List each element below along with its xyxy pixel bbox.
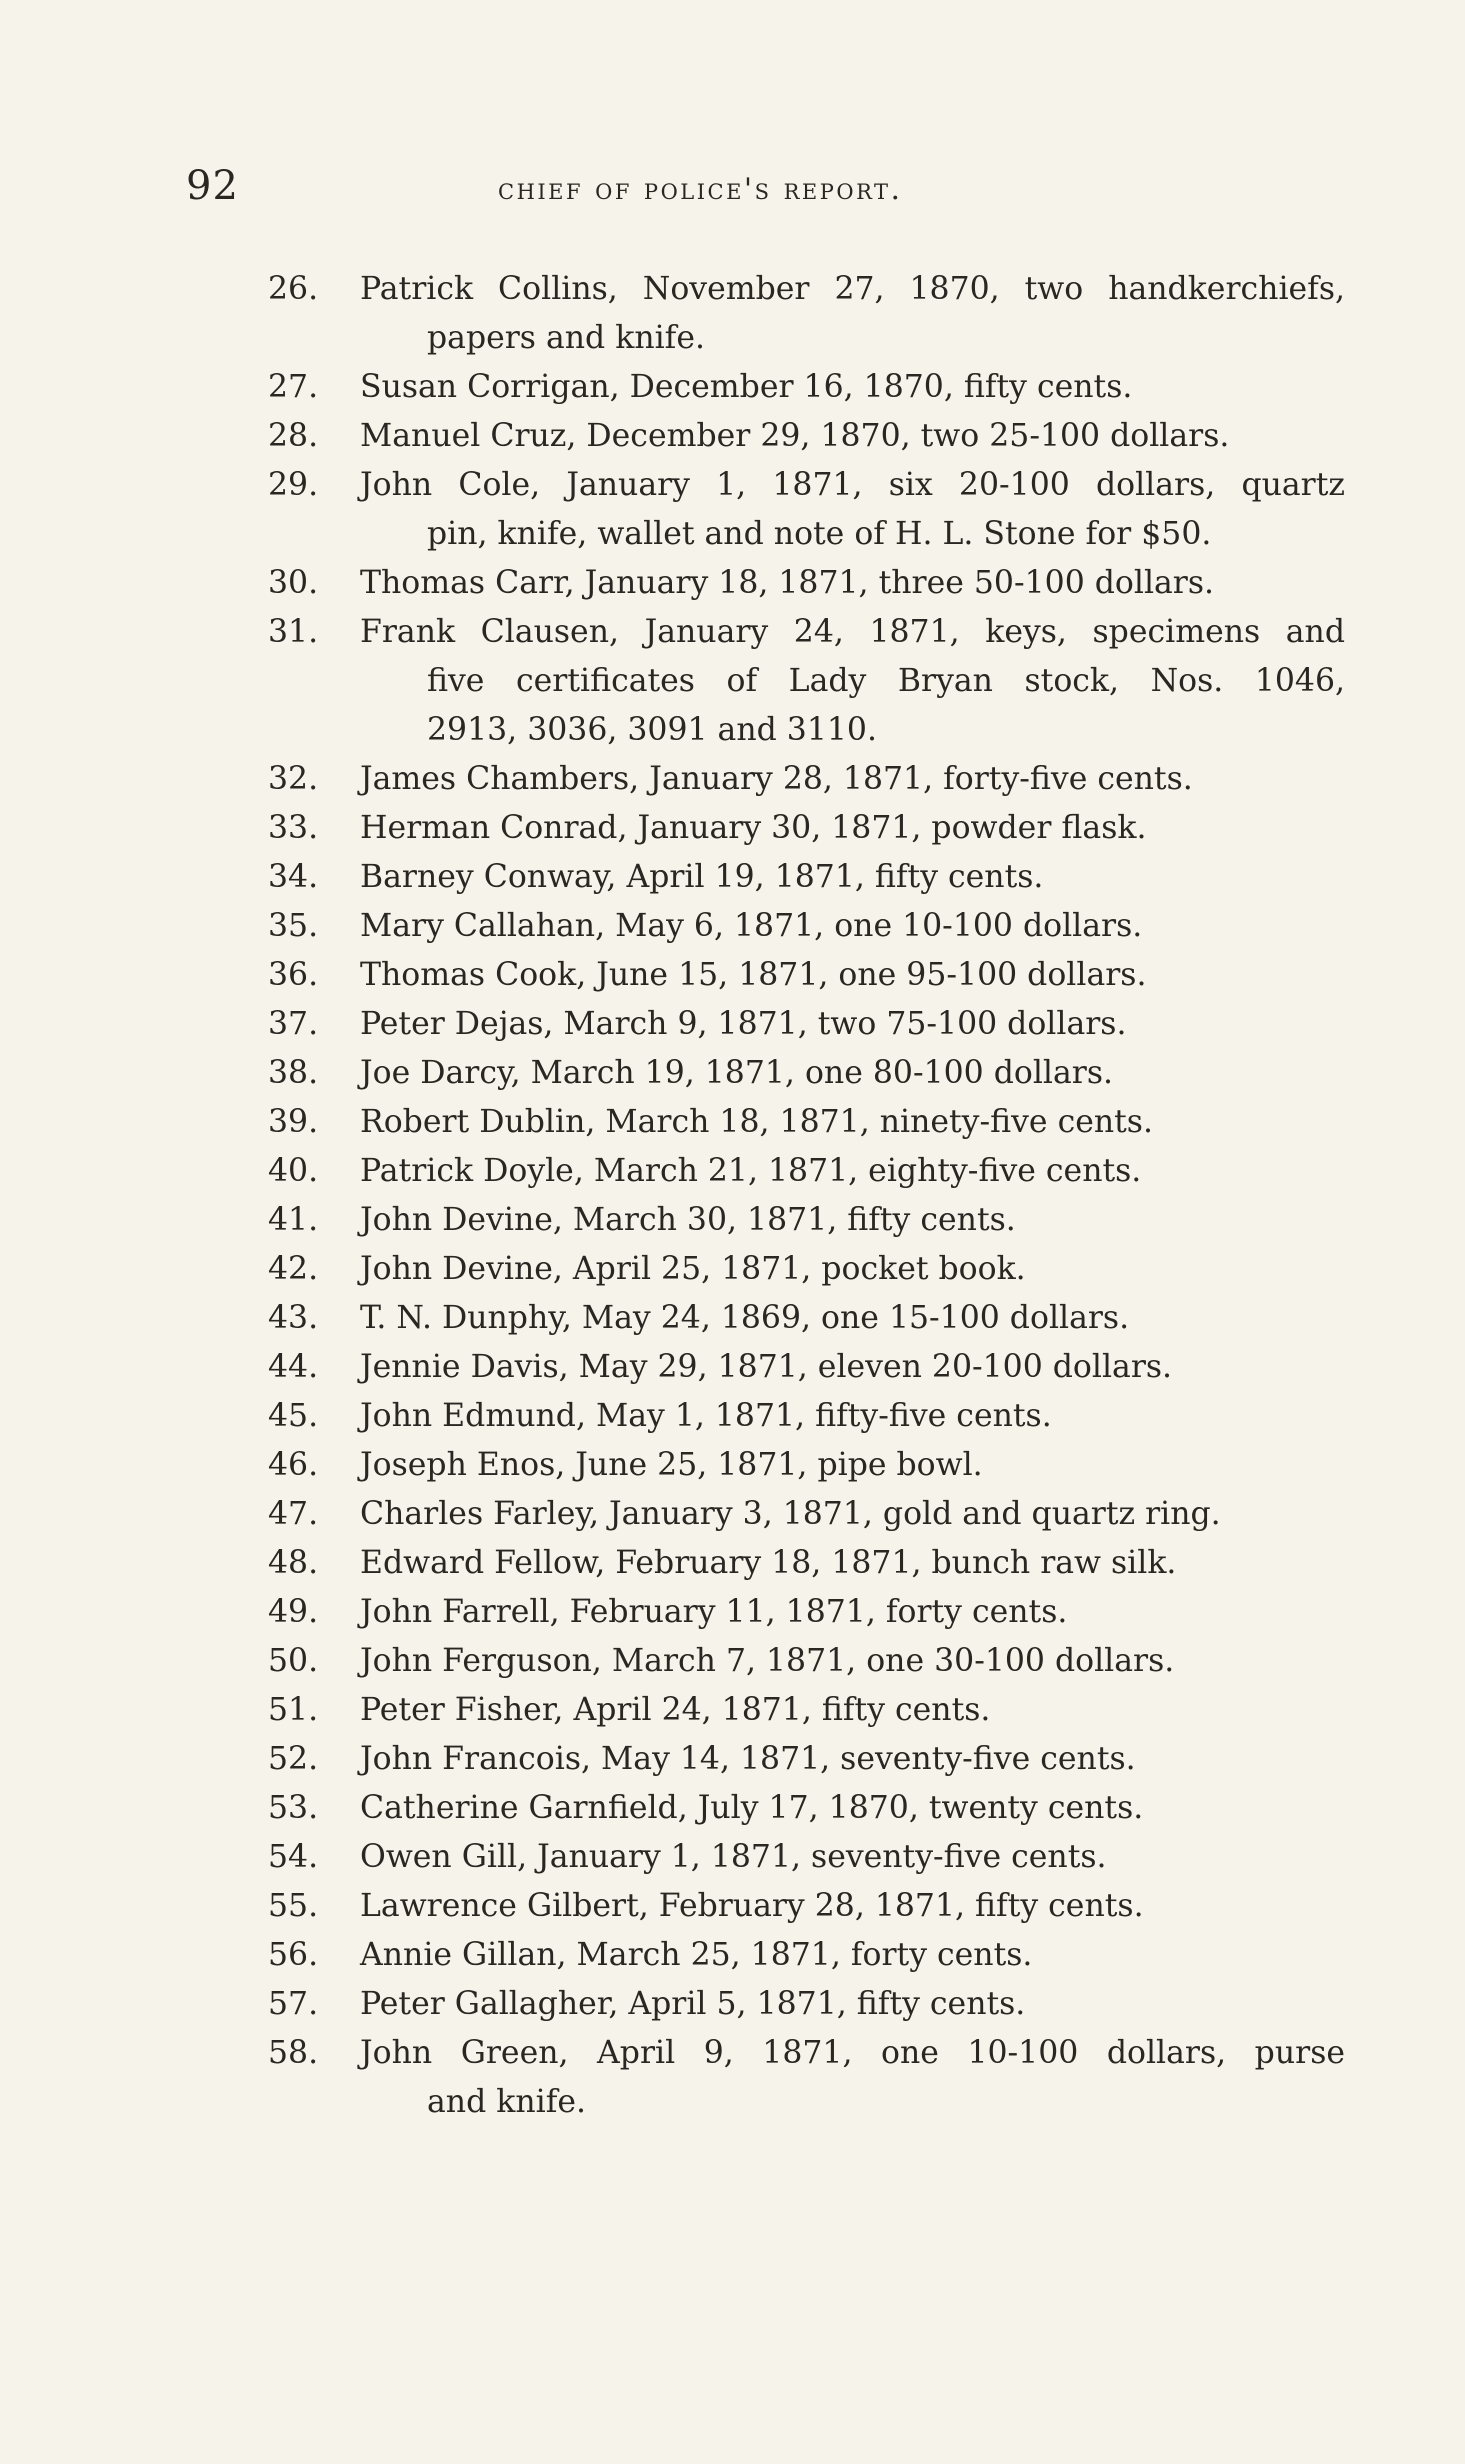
entry-continuation-line: and knife. <box>427 2084 587 2120</box>
entry-number: 33. <box>268 810 319 846</box>
entry-line: Peter Gallagher, April 5, 1871, fifty cents. <box>360 1986 1026 2022</box>
entry-line: John Cole, January 1, 1871, six 20-100 dollars, quartz <box>360 467 1345 503</box>
entry-line: Charles Farley, January 3, 1871, gold and quartz ring. <box>360 1496 1221 1532</box>
entry-text <box>360 1637 1345 1686</box>
entry-line: Owen Gill, January 1, 1871, seventy-five cents. <box>360 1839 1107 1875</box>
entry-line: Joe Darcy, March 19, 1871, one 80-100 dollars. <box>360 1055 1114 1091</box>
entry-line: John Edmund, May 1, 1871, fifty-five cents. <box>360 1398 1052 1434</box>
list-item <box>0 1392 1465 1441</box>
entry-number: 26. <box>268 271 319 307</box>
list-item <box>0 1441 1465 1490</box>
entry-number: 53. <box>268 1790 319 1826</box>
list-item <box>0 1980 1465 2029</box>
entry-text <box>360 1245 1345 1294</box>
entry-number: 39. <box>268 1104 319 1140</box>
entry-line: Annie Gillan, March 25, 1871, forty cents. <box>360 1937 1033 1973</box>
entry-number: 42. <box>268 1251 319 1287</box>
list-item <box>0 2029 1465 2127</box>
entry-number: 30. <box>268 565 319 601</box>
entry-number: 36. <box>268 957 319 993</box>
entry-line: Barney Conway, April 19, 1871, fifty cents. <box>360 859 1044 895</box>
list-item <box>0 559 1465 608</box>
list-item <box>0 1049 1465 1098</box>
list-item <box>0 1588 1465 1637</box>
entry-number: 43. <box>268 1300 319 1336</box>
entry-line: Robert Dublin, March 18, 1871, ninety-five cents. <box>360 1104 1153 1140</box>
entry-number: 28. <box>268 418 319 454</box>
entry-line: Jennie Davis, May 29, 1871, eleven 20-100 dollars. <box>360 1349 1173 1385</box>
entry-number: 37. <box>268 1006 319 1042</box>
entry-text <box>360 1343 1345 1392</box>
list-item <box>0 1196 1465 1245</box>
entry-text <box>360 265 1345 363</box>
list-item <box>0 1490 1465 1539</box>
list-item <box>0 1539 1465 1588</box>
entry-line: Herman Conrad, January 30, 1871, powder flask. <box>360 810 1147 846</box>
entry-number: 46. <box>268 1447 319 1483</box>
entry-text <box>360 951 1345 1000</box>
entry-line: John Green, April 9, 1871, one 10-100 dollars, purse <box>360 2035 1345 2071</box>
entry-text <box>360 1147 1345 1196</box>
list-item <box>0 1637 1465 1686</box>
entry-line: John Farrell, February 11, 1871, forty cents. <box>360 1594 1068 1630</box>
entry-line: Peter Dejas, March 9, 1871, two 75-100 dollars. <box>360 1006 1127 1042</box>
entry-text <box>360 902 1345 951</box>
entry-line: Thomas Cook, June 15, 1871, one 95-100 dollars. <box>360 957 1147 993</box>
entry-line: Manuel Cruz, December 29, 1870, two 25-100 dollars. <box>360 418 1230 454</box>
entry-text <box>360 1490 1345 1539</box>
entry-text <box>360 755 1345 804</box>
list-item <box>0 412 1465 461</box>
entry-text <box>360 1539 1345 1588</box>
list-item <box>0 363 1465 412</box>
list-item <box>0 461 1465 559</box>
entry-line: Catherine Garnfield, July 17, 1870, twenty cents. <box>360 1790 1144 1826</box>
entry-text <box>360 1294 1345 1343</box>
entry-line: James Chambers, January 28, 1871, forty-five cents. <box>360 761 1193 797</box>
entry-text <box>360 1000 1345 1049</box>
entry-number: 32. <box>268 761 319 797</box>
entry-number: 52. <box>268 1741 319 1777</box>
entry-text <box>360 1686 1345 1735</box>
entry-number: 44. <box>268 1349 319 1385</box>
entry-line: Susan Corrigan, December 16, 1870, fifty cents. <box>360 369 1133 405</box>
list-item <box>0 1343 1465 1392</box>
entry-number: 50. <box>268 1643 319 1679</box>
entry-line: Frank Clausen, January 24, 1871, keys, specimens and <box>360 614 1345 650</box>
entry-line: Patrick Collins, November 27, 1870, two handkerchiefs, <box>360 271 1345 307</box>
running-title: chief of police's report. <box>498 172 903 207</box>
entry-continuation-line: five certificates of Lady Bryan stock, Nos. 1046, <box>427 663 1345 699</box>
entry-line: Mary Callahan, May 6, 1871, one 10-100 dollars. <box>360 908 1143 944</box>
entry-number: 58. <box>268 2035 319 2071</box>
entry-number: 40. <box>268 1153 319 1189</box>
list-item <box>0 1098 1465 1147</box>
entry-line: John Devine, March 30, 1871, fifty cents. <box>360 1202 1016 1238</box>
entry-number: 51. <box>268 1692 319 1728</box>
entry-line: John Devine, April 25, 1871, pocket book. <box>360 1251 1026 1287</box>
entry-text <box>360 461 1345 559</box>
list-item <box>0 755 1465 804</box>
page-header <box>0 162 1465 210</box>
entry-text <box>360 1441 1345 1490</box>
entry-text <box>360 363 1345 412</box>
entry-continuation-line: 2913, 3036, 3091 and 3110. <box>427 712 877 748</box>
list-item <box>0 265 1465 363</box>
list-item <box>0 951 1465 1000</box>
list-item <box>0 804 1465 853</box>
list-item <box>0 1735 1465 1784</box>
entry-line: Lawrence Gilbert, February 28, 1871, fifty cents. <box>360 1888 1144 1924</box>
entry-number: 41. <box>268 1202 319 1238</box>
entry-text <box>360 2029 1345 2127</box>
list-item <box>0 1931 1465 1980</box>
entry-number: 57. <box>268 1986 319 2022</box>
entry-line: T. N. Dunphy, May 24, 1869, one 15-100 dollars. <box>360 1300 1130 1336</box>
entry-text <box>360 1588 1345 1637</box>
entry-text <box>360 1931 1345 1980</box>
entry-text <box>360 608 1345 755</box>
entry-text <box>360 853 1345 902</box>
list-item <box>0 902 1465 951</box>
entry-number: 29. <box>268 467 319 503</box>
entry-number: 27. <box>268 369 319 405</box>
entry-line: John Francois, May 14, 1871, seventy-five cents. <box>360 1741 1136 1777</box>
entry-text <box>360 1784 1345 1833</box>
entry-number: 49. <box>268 1594 319 1630</box>
entry-number: 48. <box>268 1545 319 1581</box>
entry-line: Peter Fisher, April 24, 1871, fifty cents. <box>360 1692 991 1728</box>
entry-text <box>360 1196 1345 1245</box>
entry-text <box>360 804 1345 853</box>
entry-text <box>360 1098 1345 1147</box>
entry-text <box>360 1980 1345 2029</box>
entry-text <box>360 559 1345 608</box>
list-item <box>0 1882 1465 1931</box>
entry-number: 31. <box>268 614 319 650</box>
list-item <box>0 1294 1465 1343</box>
list-item <box>0 1245 1465 1294</box>
entry-number: 35. <box>268 908 319 944</box>
entry-line: Patrick Doyle, March 21, 1871, eighty-five cents. <box>360 1153 1142 1189</box>
entry-text <box>360 1882 1345 1931</box>
entry-line: Thomas Carr, January 18, 1871, three 50-100 dollars. <box>360 565 1215 601</box>
list-item <box>0 608 1465 755</box>
entry-line: John Ferguson, March 7, 1871, one 30-100 dollars. <box>360 1643 1175 1679</box>
entry-text <box>360 1833 1345 1882</box>
entry-continuation-line: papers and knife. <box>427 320 705 356</box>
entry-list <box>0 265 1465 2127</box>
entry-number: 45. <box>268 1398 319 1434</box>
list-item <box>0 853 1465 902</box>
list-item <box>0 1686 1465 1735</box>
list-item <box>0 1000 1465 1049</box>
entry-text <box>360 1049 1345 1098</box>
list-item <box>0 1147 1465 1196</box>
entry-number: 34. <box>268 859 319 895</box>
entry-number: 55. <box>268 1888 319 1924</box>
entry-number: 56. <box>268 1937 319 1973</box>
entry-number: 38. <box>268 1055 319 1091</box>
entry-number: 54. <box>268 1839 319 1875</box>
entry-line: Joseph Enos, June 25, 1871, pipe bowl. <box>360 1447 983 1483</box>
list-item <box>0 1784 1465 1833</box>
entry-text <box>360 1392 1345 1441</box>
entry-number: 47. <box>268 1496 319 1532</box>
entry-continuation-line: pin, knife, wallet and note of H. L. Stone for $50. <box>427 516 1212 552</box>
entry-text <box>360 1735 1345 1784</box>
page-number: 92 <box>186 163 239 209</box>
entry-line: Edward Fellow, February 18, 1871, bunch raw silk. <box>360 1545 1177 1581</box>
list-item <box>0 1833 1465 1882</box>
entry-text <box>360 412 1345 461</box>
